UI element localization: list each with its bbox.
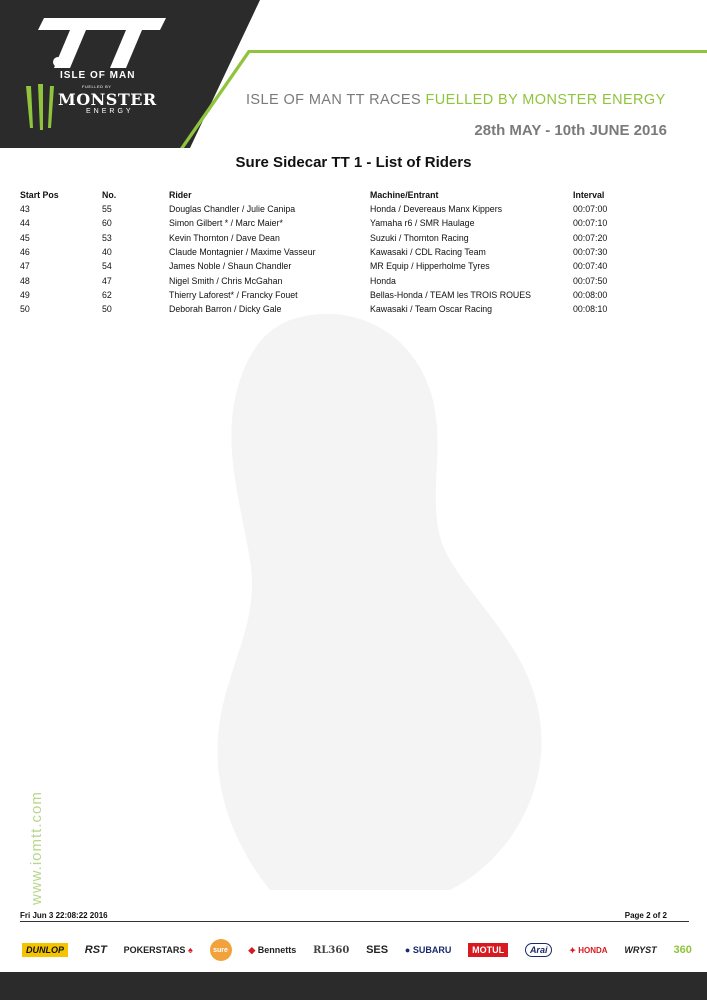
table-row [20, 202, 663, 216]
cell-rider: Thierry Laforest* / Francky Fouet [169, 289, 298, 300]
logo-monster: MONSTER [58, 90, 157, 109]
sponsor-pokerstars-label: POKERSTARS [123, 945, 186, 955]
cell-number: 60 [102, 218, 112, 229]
sponsor-rl360-logo: RL360 [313, 944, 350, 956]
cell-start-pos: 47 [20, 261, 30, 272]
sponsor-subaru-logo [405, 945, 451, 955]
tt-logo [0, 0, 200, 148]
cell-machine: Kawasaki / Team Oscar Racing [370, 304, 493, 315]
cell-start-pos: 46 [20, 247, 30, 258]
sponsor-honda-label: HONDA [578, 945, 608, 955]
cell-interval: 00:07:20 [573, 232, 608, 243]
side-website-url: www.iomtt.com [28, 791, 45, 905]
spade-icon: ♠ [185, 945, 193, 955]
sponsor-ses-logo: SES [366, 944, 389, 956]
table-row [20, 302, 663, 316]
sponsor-sure-logo: sure [210, 939, 232, 961]
cell-rider: Nigel Smith / Chris McGahan [169, 275, 283, 286]
sponsor-rst-logo: RST [84, 944, 107, 956]
cell-number: 40 [102, 247, 112, 258]
header-number: No. [102, 190, 117, 200]
table-row [20, 216, 663, 230]
cell-start-pos: 44 [20, 218, 30, 229]
footer-page-number: Page 2 of 2 [624, 911, 667, 920]
cell-rider: Deborah Barron / Dicky Gale [169, 304, 282, 315]
sponsor-dunlop-logo: DUNLOP [22, 943, 68, 957]
table-row [20, 259, 663, 273]
cell-rider: Simon Gilbert * / Marc Maier* [169, 218, 283, 229]
cell-number: 54 [102, 261, 112, 272]
cell-start-pos: 43 [20, 204, 30, 215]
cell-machine: Honda / Devereaus Manx Kippers [370, 204, 503, 215]
cell-number: 47 [102, 275, 112, 286]
sponsor-bennetts-logo [248, 945, 296, 956]
cell-start-pos: 45 [20, 232, 30, 243]
cell-machine: Yamaha r6 / SMR Haulage [370, 218, 475, 229]
header-start-pos: Start Pos [20, 190, 59, 200]
table-row [20, 245, 663, 259]
cell-machine: MR Equip / Hipperholme Tyres [370, 261, 490, 272]
monster-claw-icon [22, 84, 58, 130]
cell-interval: 00:07:50 [573, 275, 608, 286]
cell-interval: 00:07:40 [573, 261, 608, 272]
honda-wing-icon: ✦ [569, 945, 579, 955]
subaru-stars-icon: ● [404, 945, 413, 955]
tagline-main: ISLE OF MAN TT RACES [246, 92, 422, 108]
cell-rider: James Noble / Shaun Chandler [169, 261, 292, 272]
tagline-accent: FUELLED BY MONSTER ENERGY [425, 92, 666, 108]
sponsor-arai-logo: Arai [525, 943, 553, 957]
cell-rider: Douglas Chandler / Julie Canipa [169, 204, 296, 215]
cell-start-pos: 50 [20, 304, 30, 315]
sponsor-pokerstars-logo [124, 945, 193, 955]
logo-fuelled-by: FUELLED BY [82, 84, 112, 89]
cell-interval: 00:08:10 [573, 304, 608, 315]
rider-watermark [150, 300, 570, 900]
sponsor-strip [22, 936, 692, 964]
cell-start-pos: 49 [20, 289, 30, 300]
header-tagline [246, 92, 666, 108]
footer-divider [20, 921, 689, 922]
header-machine-entrant: Machine/Entrant [370, 190, 439, 200]
sponsor-360-logo: 360 [673, 944, 692, 956]
sponsor-bennetts-label: Bennetts [257, 944, 297, 955]
event-dates: 28th MAY - 10th JUNE 2016 [474, 122, 667, 139]
footer-timestamp: Fri Jun 3 22:08:22 2016 [20, 911, 108, 920]
table-header-row [20, 188, 663, 202]
cell-rider: Claude Montagnier / Maxime Vasseur [169, 247, 316, 258]
cell-machine: Honda [370, 275, 396, 286]
logo-energy: ENERGY [86, 108, 134, 115]
cell-machine: Kawasaki / CDL Racing Team [370, 247, 486, 258]
cell-interval: 00:08:00 [573, 289, 608, 300]
cell-start-pos: 48 [20, 275, 30, 286]
cell-rider: Kevin Thornton / Dave Dean [169, 232, 280, 243]
cell-number: 50 [102, 304, 112, 315]
flame-icon: ◆ [248, 944, 258, 955]
sponsor-subaru-label: SUBARU [412, 945, 452, 955]
header-interval: Interval [573, 190, 605, 200]
table-row [20, 288, 663, 302]
sponsor-motul-logo: MOTUL [468, 943, 508, 957]
cell-machine: Bellas-Honda / TEAM les TROIS ROUES [370, 289, 532, 300]
table-row [20, 231, 663, 245]
riders-table [20, 188, 663, 316]
sponsor-honda-logo [569, 946, 607, 955]
logo-isle-of-man: ISLE OF MAN [60, 70, 136, 81]
cell-number: 53 [102, 232, 112, 243]
cell-interval: 00:07:30 [573, 247, 608, 258]
table-row [20, 273, 663, 287]
sponsor-wryst-logo: WRYST [624, 945, 657, 955]
cell-interval: 00:07:10 [573, 218, 608, 229]
header-rider: Rider [169, 190, 192, 200]
page-header [0, 0, 707, 148]
cell-machine: Suzuki / Thornton Racing [370, 232, 469, 243]
cell-number: 62 [102, 289, 112, 300]
bottom-bar [0, 972, 707, 1000]
cell-number: 55 [102, 204, 112, 215]
cell-interval: 00:07:00 [573, 204, 608, 215]
tt-logo-icon [14, 14, 174, 72]
page-title: Sure Sidecar TT 1 - List of Riders [235, 154, 472, 171]
